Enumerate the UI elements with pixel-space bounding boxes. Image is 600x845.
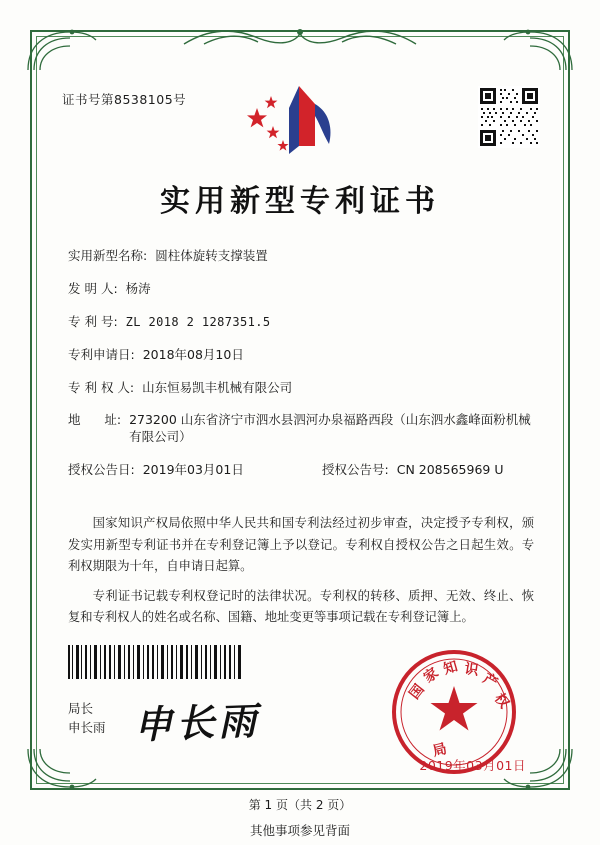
svg-text:知: 知 (441, 658, 460, 678)
field-row (68, 380, 534, 397)
field-row (68, 248, 534, 265)
field-value-inventor: 杨涛 (125, 280, 151, 296)
grant-no-group (322, 462, 534, 479)
field-value-grant-no: CN 208565969 U (396, 462, 504, 478)
paragraph-1: 国家知识产权局依照中华人民共和国专利法经过初步审查，决定授予专利权，颁发实用新型专利证书并在专利登记簿上予以登记。专利权自授权公告之日起生效。专利权期限为十年，自申请日起算。 (68, 516, 534, 574)
field-label-inventor: 发 明 人: (68, 280, 118, 296)
barcode-icon (68, 645, 244, 679)
signature-role-label: 局长 (68, 701, 94, 716)
grant-date-group (68, 462, 322, 479)
svg-text:权: 权 (490, 690, 513, 712)
field-label-address: 地 址: (68, 412, 122, 428)
page-number: 第 1 页（共 2 页） (248, 798, 352, 812)
svg-text:识: 识 (463, 661, 480, 679)
field-value-grant-date: 2019年03月01日 (142, 462, 244, 478)
svg-text:产: 产 (480, 670, 501, 692)
field-value-name: 圆柱体旋转支撑装置 (155, 248, 268, 263)
field-block (68, 248, 534, 495)
field-value-address: 273200 山东省济宁市泗水县泗河办泉福路西段（山东泗水鑫峰面粉机械有限公司） (129, 412, 531, 445)
field-row-grant (68, 462, 534, 479)
svg-text:家: 家 (420, 665, 442, 687)
field-row (68, 314, 534, 331)
svg-text:国: 国 (406, 681, 428, 703)
field-row (68, 281, 534, 298)
field-label-application-date: 专利申请日: (68, 346, 135, 362)
seal-date: 2019年03月01日 (419, 758, 526, 773)
field-value-patent-no: ZL 2018 2 1287351.5 (125, 314, 271, 329)
top-ornament-icon (180, 24, 420, 50)
patent-office-emblem-icon (241, 82, 359, 160)
field-label-patent-no: 专 利 号: (68, 313, 118, 329)
signature-name-label: 申长雨 (68, 719, 106, 735)
field-value-patentee: 山东恒易凯丰机械有限公司 (142, 379, 293, 395)
field-value-application-date: 2018年08月10日 (142, 346, 244, 362)
footer-note: 其他事项参见背面 (249, 823, 350, 838)
paragraph-2: 专利证书记载专利权登记时的法律状况。专利权的转移、质押、无效、终止、恢复和专利权人的姓名或名称、国籍、地址变更等事项记载在专利登记簿上。 (68, 588, 534, 625)
qr-code-icon (478, 86, 540, 148)
field-label-grant-no: 授权公告号: (322, 462, 389, 478)
field-row (68, 347, 534, 364)
handwritten-signature: 申长雨 (133, 697, 261, 748)
certificate-number: 证书号第8538105号 (62, 92, 187, 107)
svg-text:局: 局 (431, 740, 449, 760)
field-row (68, 412, 534, 446)
field-label-grant-date: 授权公告日: (68, 462, 135, 478)
signature-block (68, 700, 106, 738)
legal-text-block (68, 513, 534, 637)
field-label-name: 实用新型名称: (68, 248, 148, 263)
field-label-patentee: 专 利 权 人: (68, 379, 135, 395)
page-title: 实用新型专利证书 (160, 184, 440, 219)
